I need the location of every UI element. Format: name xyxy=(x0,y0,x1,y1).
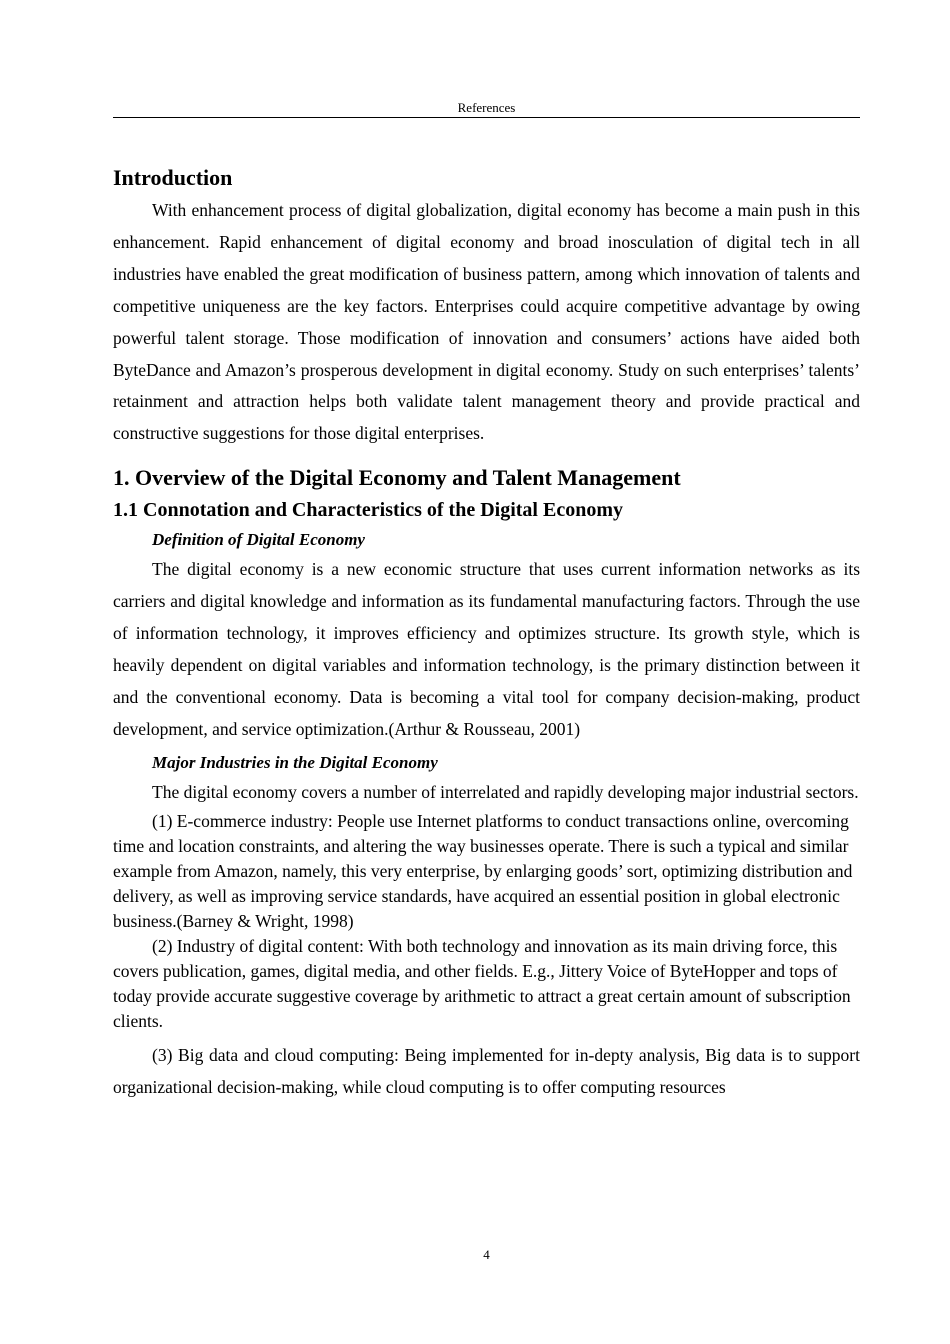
section-1-1-heading: 1.1 Connotation and Characteristics of the Digital Economy xyxy=(113,499,623,522)
introduction-paragraph: With enhancement process of digital globalization, digital economy has become a main push in this enhancement. Rapid enhancement of digital economy and broad inosculation of digital tech in all industries have enabled the great modification of business pattern, among which innovation of talents and competitive uniqueness are the key factors. Enterprises could acquire competitive advantage by owing powerful talent storage. Those modification of innovation and consumers’ actions have aided both ByteDance and Amazon’s prosperous development in digital economy. Study on such enterprises’ talents’ retainment and attraction helps both validate talent management theory and provide practical and constructive suggestions for those digital enterprises. xyxy=(113,200,860,444)
industry-item-digital-content: (2) Industry of digital content: With both technology and innovation as its main driving force, this covers publication, games, digital media, and other fields. E.g., Jittery Voice of ByteHopper and tops of today provide accurate suggestive coverage by arithmetic to attract a great certain amount of subscription clients. xyxy=(113,935,851,1031)
industry-item-big-data: (3) Big data and cloud computing: Being implemented for in-depty analysis, Big data is to support organizational decision-making, while cloud computing is to offer computing resources xyxy=(113,1044,860,1097)
chapter-1-heading: 1. Overview of the Digital Economy and Talent Management xyxy=(113,465,681,491)
header-rule xyxy=(113,117,860,118)
industries-intro-paragraph: The digital economy covers a number of interrelated and rapidly developing major industrial sectors. xyxy=(152,781,859,802)
definition-heading: Definition of Digital Economy xyxy=(152,530,365,550)
page-number: 4 xyxy=(483,1247,490,1262)
definition-paragraph: The digital economy is a new economic structure that uses current information networks as its carriers and digital knowledge and information as its fundamental manufacturing factors. Through the use of information technology, it improves efficiency and optimizes structure. Its growth style, which is heavily dependent on digital variables and information technology, is the primary distinction between it and the conventional economy. Data is becoming a vital tool for company decision-making, product development, and service optimization.(Arthur & Rousseau, 2001) xyxy=(113,559,860,739)
running-header: References xyxy=(457,100,516,115)
introduction-heading: Introduction xyxy=(113,165,233,190)
page-content xyxy=(113,161,860,1103)
industry-item-ecommerce: (1) E-commerce industry: People use Internet platforms to conduct transactions online, overcoming time and location constraints, and altering the way businesses operate. There is such a typical and similar example from Amazon, namely, this very enterprise, by enlarging goods’ sort, optimizing distribution and delivery, as well as improving service standards, have acquired an essential position in global electronic business.(Barney & Wright, 1998) xyxy=(113,810,853,931)
industries-heading: Major Industries in the Digital Economy xyxy=(152,752,438,772)
